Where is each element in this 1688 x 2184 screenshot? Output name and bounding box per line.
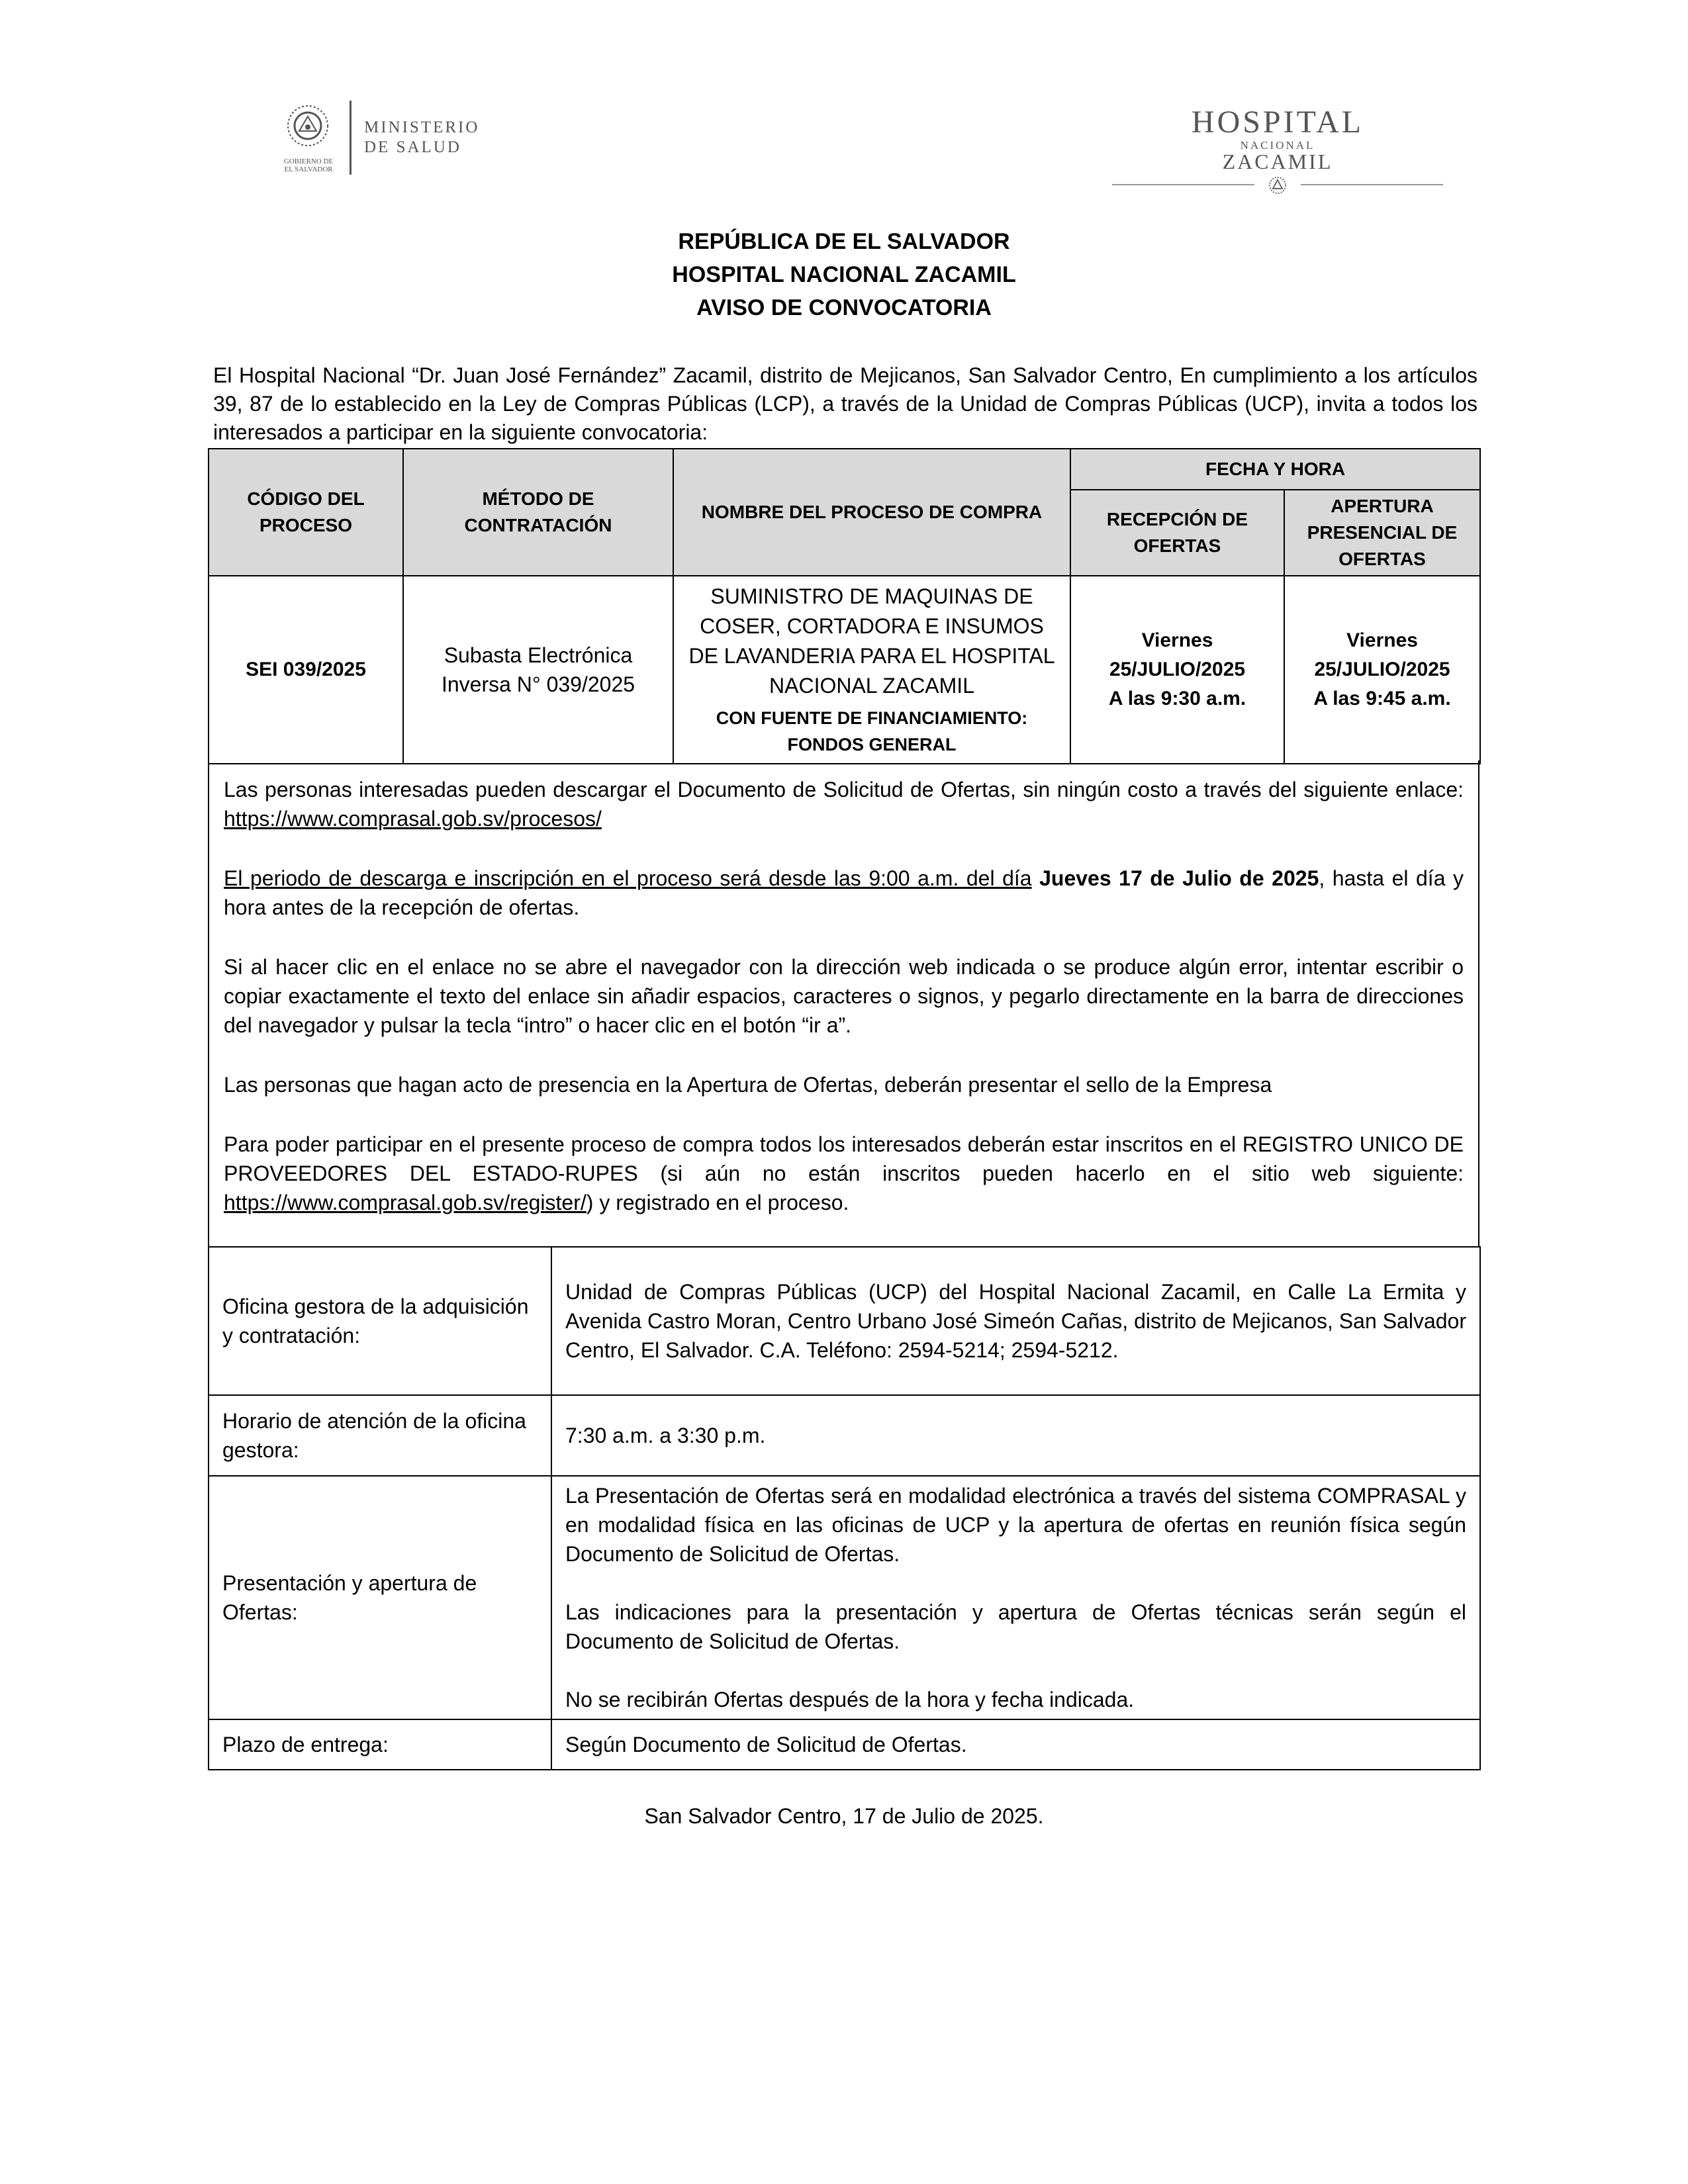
instructions-box [208,760,1479,1248]
gov-text-line2: EL SALVADOR [284,165,333,173]
process-table [208,448,1481,764]
info-row-oficina [209,1247,1480,1395]
intro-text: El Hospital Nacional “Dr. Juan José Fernández” Zacamil, distrito de Mejicanos, San Salvador Centro, En cumplimiento a los artículos 39, 87 de lo establecido en la Ley de Compras Públicas (LCP), a través de la Unidad de Compras Públicas (UCP), invita a todos los interesados a participar en la siguiente convocatoria: [213,363,1477,444]
info-row-presentacion [209,1476,1480,1719]
apertura-fecha: 25/JULIO/2025 [1314,659,1450,680]
info-row-horario [209,1395,1480,1476]
recepcion-hora: A las 9:30 a.m. [1108,688,1246,709]
info-row-plazo [209,1719,1480,1770]
header-nombre: NOMBRE DEL PROCESO DE COMPRA [673,449,1070,576]
header-recepcion: RECEPCIÓN DE OFERTAS [1070,490,1284,576]
small-seal-icon [1262,175,1293,196]
hospital-logo [1112,106,1443,205]
rupes-paragraph [224,1130,1464,1217]
oficina-value: Unidad de Compras Públicas (UCP) del Hospital Nacional Zacamil, en Calle La Ermita y Avenida Castro Moran, Centro Urbano José Simeón Cañas, distrito de Mejicanos, San Salvador Centro, El Salvador. C.A. Teléfono: 2594-5214; 2594-5212. [551,1247,1480,1395]
download-paragraph [224,775,1464,833]
process-name: SUMINISTRO DE MAQUINAS DE COSER, CORTADORA E INSUMOS DE LAVANDERIA PARA EL HOSPITAL NACIONAL ZACAMIL [688,584,1055,698]
presentacion-p1: La Presentación de Ofertas será en modalidad electrónica a través del sistema COMPRASAL y en modalidad física en las oficinas de UCP y la apertura de ofertas en reunión física según Documento de Solicitud de Ofertas. [565,1484,1466,1566]
header-metodo: MÉTODO DE CONTRATACIÓN [403,449,673,576]
presentacion-p3: No se recibirán Ofertas después de la hora y fecha indicada. [565,1688,1135,1711]
rupes-text: Para poder participar en el presente proceso de compra todos los interesados deberán estar inscritos en el REGISTRO UNICO DE PROVEEDORES DEL ESTADO-RUPES (si aún no están inscritos pueden hacerlo en el sitio web siguiente: [224,1132,1464,1185]
plazo-value: Según Documento de Solicitud de Ofertas. [551,1719,1480,1770]
cell-recepcion [1070,576,1284,764]
period-paragraph [224,864,1464,922]
cell-codigo: SEI 039/2025 [209,576,403,764]
rupes-text-rest: ) y registrado en el proceso. [586,1191,849,1214]
logo-line-left [1112,184,1254,185]
plazo-label: Plazo de entrega: [209,1719,551,1770]
oficina-label: Oficina gestora de la adquisición y contratación: [209,1247,551,1395]
ministry-logo [271,98,490,177]
header-fecha: FECHA Y HORA [1070,449,1480,490]
logo-line-right [1301,184,1443,185]
cell-nombre [673,576,1070,764]
register-link[interactable]: https://www.comprasal.gob.sv/register/ [224,1191,586,1214]
procesos-link[interactable]: https://www.comprasal.gob.sv/procesos/ [224,807,602,831]
title-line2: HOSPITAL NACIONAL ZACAMIL [672,262,1016,287]
link-help-paragraph: Si al hacer clic en el enlace no se abre el navegador con la dirección web indicada o se produce algún error, intentar escribir o copiar exactamente el texto del enlace sin añadir espacios, caracteres o signos, y pegarlo directamente en la barra de direcciones del navegador y pulsar la tecla “intro” o hacer clic en el botón “ir a”. [224,955,1464,1037]
cell-apertura [1284,576,1480,764]
header-apertura: APERTURA PRESENCIAL DE OFERTAS [1284,490,1480,576]
document-date: San Salvador Centro, 17 de Julio de 2025. [644,1804,1044,1828]
horario-value: 7:30 a.m. a 3:30 p.m. [551,1395,1480,1476]
hospital-logo-line2: NACIONAL [1240,139,1315,152]
apertura-dia: Viernes [1346,629,1418,651]
presentacion-value [551,1476,1480,1719]
recepcion-dia: Viernes [1141,629,1213,651]
financing-source: CON FUENTE DE FINANCIAMIENTO: FONDOS GENERAL [716,708,1028,754]
ministry-name-line1: MINISTERIO [364,118,480,136]
ministry-name-line2: DE SALUD [364,138,461,156]
horario-label: Horario de atención de la oficina gestora: [209,1395,551,1476]
gov-text-line1: GOBIERNO DE [283,158,334,165]
info-table [208,1246,1481,1770]
apertura-hora: A las 9:45 a.m. [1313,688,1451,709]
hospital-logo-line1: HOSPITAL [1191,105,1364,140]
download-text: Las personas interesadas pueden descargar el Documento de Solicitud de Ofertas, sin ningún costo a través del siguiente enlace: [224,778,1464,801]
intro-paragraph [213,361,1477,447]
seal-paragraph: Las personas que hagan acto de presencia en la Apertura de Ofertas, deberán presentar el sello de la Empresa [224,1073,1272,1097]
period-text-underlined: El periodo de descarga e inscripción en el proceso será desde las 9:00 a.m. del día [224,866,1032,890]
hospital-logo-line3: ZACAMIL [1222,150,1333,173]
title-line1: REPÚBLICA DE EL SALVADOR [678,229,1010,254]
cell-metodo: Subasta Electrónica Inversa N° 039/2025 [403,576,673,764]
recepcion-fecha: 25/JULIO/2025 [1109,659,1246,680]
title-line3: AVISO DE CONVOCATORIA [696,295,992,320]
document-title [0,225,1688,324]
logo-divider [350,101,352,175]
presentacion-p2: Las indicaciones para la presentación y apertura de Ofertas técnicas serán según el Documento de Solicitud de Ofertas. [565,1600,1466,1653]
period-date: Jueves 17 de Julio de 2025 [1031,866,1319,890]
header-codigo: CÓDIGO DEL PROCESO [209,449,403,576]
presentacion-label: Presentación y apertura de Ofertas: [209,1476,551,1719]
period-text-rest: , hasta el día y hora antes de la recepción de ofertas. [224,866,1464,919]
